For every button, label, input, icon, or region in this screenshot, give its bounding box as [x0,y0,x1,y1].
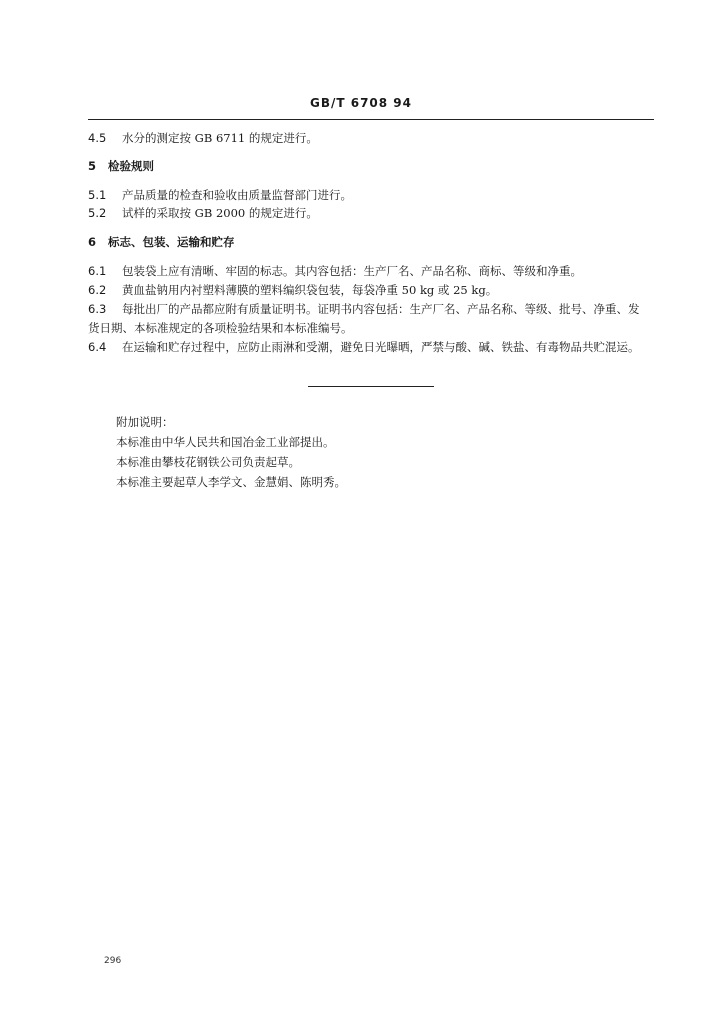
page-number: 296 [104,956,122,966]
clause-text: 产品质量的检查和验收由质量监督部门进行。 [122,188,352,202]
standard-header: GB/T 6708 94 [309,96,413,110]
clause-number: 6.4 [88,340,107,354]
clause-5-2 [88,205,654,221]
clause-4-5 [88,130,654,146]
section-6-heading [88,234,654,250]
clause-6-4 [88,339,654,355]
clause-number: 5.1 [88,188,107,202]
clause-text: 水分的测定按 GB 6711 的规定进行。 [122,131,318,145]
header-rule [88,119,654,120]
clause-number: 5.2 [88,206,107,220]
section-number: 5 [88,159,97,173]
clause-6-1 [88,263,654,279]
clause-text: 包装袋上应有清晰、牢固的标志。其内容包括：生产厂名、产品名称、商标、等级和净重。 [122,264,582,278]
section-title: 标志、包装、运输和贮存 [108,235,235,249]
clause-6-3 [88,301,654,317]
clause-text: 黄血盐钠用内衬塑料薄膜的塑料编织袋包装，每袋净重 50 kg 或 25 kg。 [122,283,498,297]
clause-number: 6.3 [88,302,107,316]
clause-6-3-continuation [88,320,654,336]
clause-5-1 [88,187,654,203]
section-number: 6 [88,235,97,249]
notes-line: 本标准由攀枝花钢铁公司负责起草。 [116,455,300,469]
notes-line: 本标准主要起草人李学文、金慧娟、陈明秀。 [116,475,346,489]
clause-number: 6.2 [88,283,107,297]
clause-text: 试样的采取按 GB 2000 的规定进行。 [122,206,318,220]
section-divider [308,386,434,387]
clause-text-line1: 每批出厂的产品都应附有质量证明书。证明书内容包括：生产厂名、产品名称、等级、批号、净重、发 [122,302,640,316]
section-title: 检验规则 [108,159,154,173]
clause-text-line2: 货日期、本标准规定的各项检验结果和本标准编号。 [88,321,353,335]
clause-number: 6.1 [88,264,107,278]
clause-text: 在运输和贮存过程中，应防止雨淋和受潮，避免日光曝晒，严禁与酸、碱、铁盐、有毒物品共贮混运。 [122,340,640,354]
section-5-heading [88,158,654,174]
notes-line: 本标准由中华人民共和国冶金工业部提出。 [116,435,335,449]
clause-6-2 [88,282,654,298]
clause-number: 4.5 [88,131,107,145]
notes-title: 附加说明： [116,415,174,429]
